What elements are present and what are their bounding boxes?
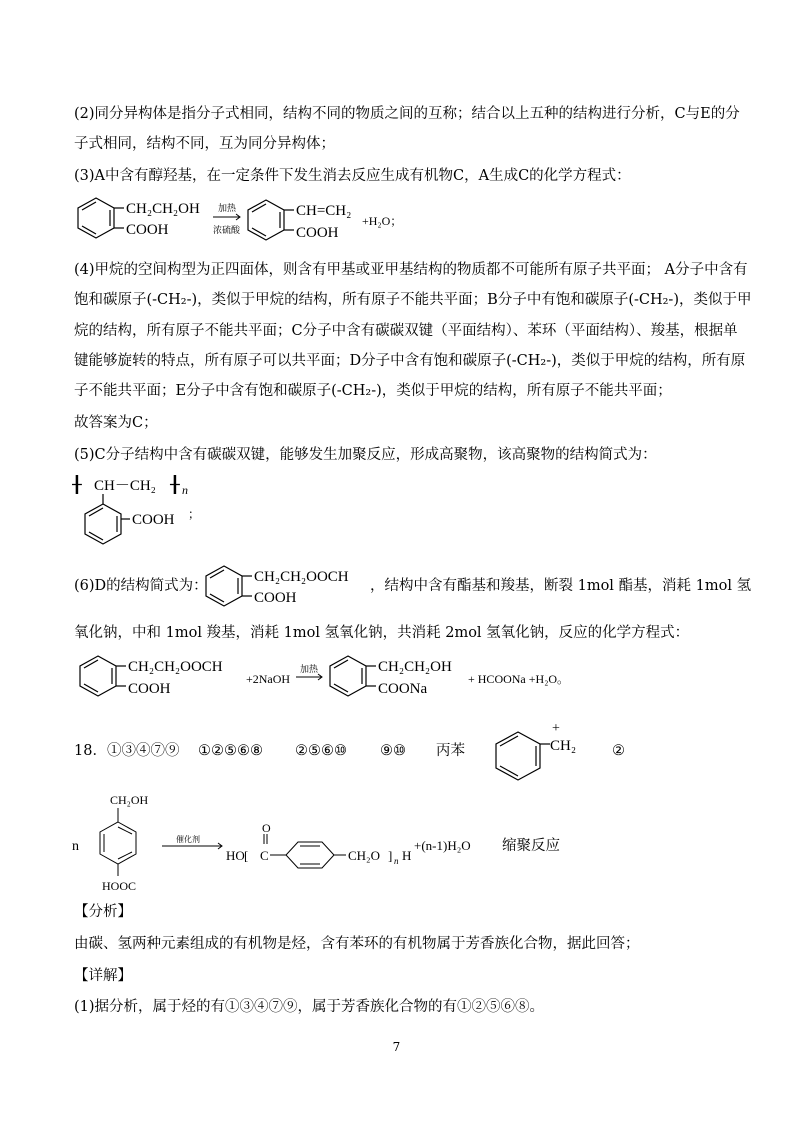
polymer-bracket-left: ╂: [72, 477, 82, 494]
r1-condition-top: 加热: [218, 203, 237, 213]
analysis-heading: 【分析】: [74, 904, 132, 920]
polymer-n: n: [182, 483, 188, 497]
r3-catalyst: 催化剂: [176, 835, 200, 844]
benzene-ring-icon: [286, 842, 334, 868]
polymer-bracket-right: ╂: [170, 477, 180, 494]
r3-bottom-substituent: HOOC: [102, 879, 137, 893]
q18-answer-5: 丙苯: [436, 743, 465, 759]
reaction-1-equation: [70, 192, 450, 248]
benzene-ring-icon: [248, 200, 284, 240]
r2-product-2: COONa: [378, 681, 428, 697]
paragraph-3: (3)A中含有醇羟基，在一定条件下发生消去反应生成有机物C，A生成C的化学方程式：: [74, 168, 631, 184]
r3-top-substituent: CH₂OH: [110, 793, 149, 807]
r3-bracket-right: ]: [388, 848, 393, 863]
paragraph-4e: 子不能共平面；E分子中含有饱和碳原子(-CH₂-)，类似于甲烷的结构，所有原子不能共平面；: [74, 383, 672, 399]
paragraph-6a-prefix: (6)D的结构简式为：: [74, 578, 208, 594]
r1-extra: +H₂O；: [362, 214, 403, 228]
polymer-end: ；: [188, 507, 201, 521]
analysis-text: 由碳、氢两种元素组成的有机物是烃，含有苯环的有机物属于芳香族化合物，据此回答；: [74, 936, 640, 952]
r1-product-1: CH=CH₂: [296, 203, 352, 219]
r1-condition-bottom: 浓硫酸: [213, 225, 241, 235]
detail-heading: 【详解】: [74, 968, 132, 984]
paragraph-4a: (4)甲烷的空间构型为正四面体，则含有甲基或亚甲基结构的物质都不可能所有原子共平面； A分子中含有: [74, 262, 748, 278]
benzene-ring-icon: [206, 566, 242, 606]
r1-substituent-2: COOH: [126, 222, 169, 238]
r3-ho: HO: [226, 848, 245, 863]
page-number: 7: [392, 1040, 401, 1054]
benzene-ring-icon: [330, 656, 366, 696]
reaction-2-equation: [70, 650, 630, 706]
r2-extra: + HCOONa +H₂O。: [468, 672, 570, 686]
q18-answer-4: ⑨⑩: [380, 743, 406, 759]
r1-product-2: COOH: [296, 225, 339, 241]
paragraph-2a: (2)同分异构体是指分子式相同，结构不同的物质之间的互称；结合以上五种的结构进行分析，C与E的分: [74, 106, 740, 122]
q18-reaction-type: 缩聚反应: [502, 838, 560, 854]
polymer-chain: CH－CH₂: [94, 478, 156, 494]
benzene-ring-icon: [100, 822, 136, 864]
paragraph-4b: 饱和碳原子(-CH₂-)，类似于甲烷的结构，所有原子不能共平面；B分子中有饱和碳原子(-CH₂-)，类似于甲: [74, 292, 752, 308]
r2-product-1: CH₂CH₂OH: [378, 659, 452, 675]
benzene-ring-icon: [496, 732, 540, 780]
q18-answer-3: ②⑤⑥⑩: [295, 743, 347, 759]
d-substituent-1: CH₂CH₂OOCH: [254, 569, 349, 585]
r3-bracket-left: [: [244, 848, 249, 863]
radical-dot: +: [552, 721, 560, 736]
r2-substituent-2: COOH: [128, 681, 171, 697]
d-substituent-2: COOH: [254, 590, 297, 606]
r2-substituent-1: CH₂CH₂OOCH: [128, 659, 223, 675]
detail-1: (1)据分析，属于烃的有①③④⑦⑨，属于芳香族化合物的有①②⑤⑥⑧。: [74, 999, 545, 1015]
benzene-ring-icon: [80, 656, 116, 696]
radical-ch2: CH₂: [550, 738, 577, 754]
paragraph-6a-suffix: ，结构中含有酯基和羧基，断裂 1mol 酯基，消耗 1mol 氢: [370, 578, 752, 594]
paragraph-4d: 键能够旋转的特点，所有原子可以共平面；D分子中含有饱和碳原子(-CH₂-)，类似于甲烷的结构，所有原: [74, 353, 746, 369]
r3-extra: +(n-1)H₂O: [414, 838, 471, 853]
q18-answer-7: ②: [612, 743, 625, 759]
benzene-ring-icon: [85, 504, 121, 544]
r3-tail: CH₂O: [348, 848, 380, 863]
r2-condition: 加热: [300, 664, 319, 674]
r3-n: n: [72, 839, 79, 854]
r3-c: C: [260, 848, 269, 863]
r3-h: H: [402, 848, 412, 863]
r2-reagent: +2NaOH: [246, 672, 291, 686]
polymer-structure: [72, 470, 232, 552]
paragraph-2b: 子式相同，结构不同，互为同分异构体；: [74, 136, 335, 152]
paragraph-6b: 氧化钠，中和 1mol 羧基，消耗 1mol 氢氧化钠，共消耗 2mol 氢氧化钠，反应的化学方程式：: [74, 625, 690, 641]
paragraph-4f: 故答案为C；: [74, 415, 158, 431]
d-structure: [198, 560, 378, 612]
benzyl-radical-structure: [490, 720, 590, 784]
q18-number: 18．①③④⑦⑨: [74, 743, 180, 759]
r3-n2: n: [394, 856, 399, 866]
paragraph-5: (5)C分子结构中含有碳碳双键，能够发生加聚反应，形成高聚物，该高聚物的结构简式为：: [74, 447, 657, 463]
benzene-ring-icon: [78, 198, 114, 238]
q18-answer-2: ①②⑤⑥⑧: [198, 743, 263, 759]
polymer-substituent: COOH: [132, 512, 175, 528]
r1-substituent-1: CH₂CH₂OH: [126, 201, 200, 217]
r3-o: O: [262, 821, 271, 835]
paragraph-4c: 烷的结构，所有原子不能共平面；C分子中含有碳碳双键（平面结构）、苯环（平面结构）、羧基，根据单: [74, 323, 738, 339]
